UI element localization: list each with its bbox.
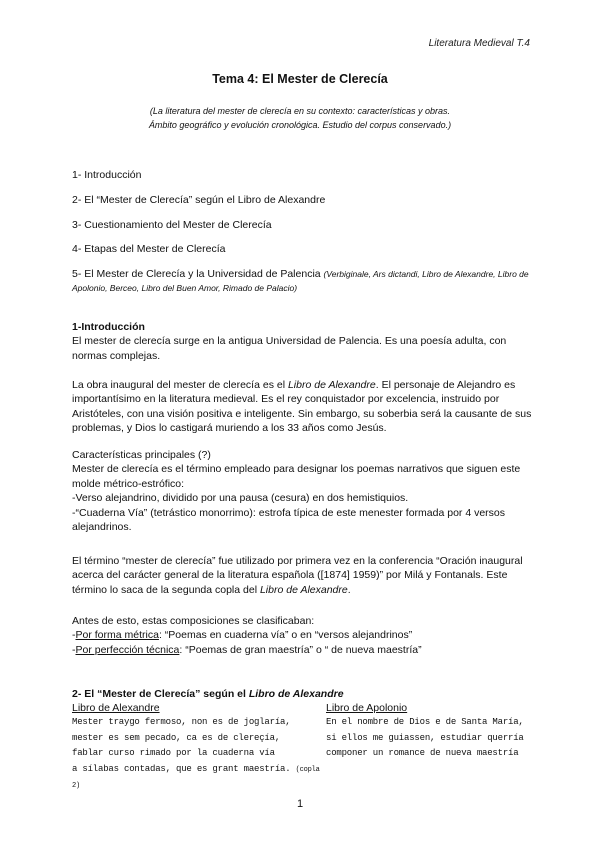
quote-left-column xyxy=(72,701,322,795)
toc-item-1: 1- Introducción xyxy=(72,169,142,181)
toc-item-5-label: 5- El Mester de Clerecía y la Universidad de Palencia xyxy=(72,268,321,280)
section-2-heading xyxy=(72,687,532,701)
classification-technical-text: : “Poemas de gran maestría” o “ de nueva maestría” xyxy=(179,643,422,656)
section-1-paragraph-4 xyxy=(72,554,532,597)
subtitle-line-2: Ámbito geográfico y evolución cronológica. Estudio del corpus conservado.) xyxy=(148,120,452,130)
section-2-heading-book: Libro de Alexandre xyxy=(248,688,344,700)
quote-left-line-4: a sílabas contadas, que es grant maestría. xyxy=(72,763,291,774)
quote-left-line-3: fablar curso rimado por la cuaderna vía xyxy=(72,748,275,759)
running-header: Literatura Medieval T.4 xyxy=(428,38,530,49)
classification-technical-label: Por perfección técnica xyxy=(75,643,180,656)
quote-right-line-1: En el nombre de Dios e de Santa María, xyxy=(326,717,524,728)
document-title: Tema 4: El Mester de Clerecía xyxy=(212,72,388,86)
paragraph-4-book-title: Libro de Alexandre xyxy=(259,583,348,596)
document-subtitle xyxy=(60,104,540,132)
toc-item-5-note: (Verbiginale, Ars dictandi, Libro de Alexandre, Libro de Apolonio, Berceo, Libro del Buen Amor, Rimado de Palacio) xyxy=(72,269,529,293)
characteristics-cuaderna-via: -“Cuaderna Vía” (tetrástico monorrimo): estrofa típica de este menester formada por 4 versos alejandrinos. xyxy=(72,506,506,534)
quote-left-line-2: mester es sem pecado, ca es de clereçía, xyxy=(72,732,281,743)
paragraph-2-text-b: . El personaje de Alejandro es importantísimo en la literatura medieval. Es el rey conquistador por excelencia, instruido por Aristóteles, con una visión positiva e inteligente. Sin embargo, su soberbia será la causante de sus problemas, y Dios lo castigará muriendo a los 33 años como Jesús. xyxy=(72,379,532,435)
characteristics-verse: -Verso alejandrino, dividido por una pausa (cesura) en dos hemistiquios. xyxy=(72,492,409,505)
paragraph-2-text-a: La obra inaugural del mester de clerecía es el xyxy=(72,379,288,391)
quote-right-line-3: componer un romance de nueva maestría xyxy=(326,748,519,759)
characteristics-label: Características principales (?) xyxy=(72,449,211,461)
classification-metric-label: Por forma métrica xyxy=(75,629,159,642)
section-1-paragraph-5 xyxy=(72,614,532,657)
section-2-heading-text: 2- El “Mester de Clerecía” según el xyxy=(72,688,249,700)
classification-intro: Antes de esto, estas composiciones se clasificaban: xyxy=(72,615,315,627)
section-1 xyxy=(72,320,532,363)
section-1-paragraph-1: El mester de clerecía surge en la antigua Universidad de Palencia. Es una poesía adulta, con normas complejas. xyxy=(72,335,507,362)
page-number: 1 xyxy=(296,798,304,810)
toc-item-3: 3- Cuestionamiento del Mester de Clerecía xyxy=(72,219,272,231)
classification-metric-text: : “Poemas en cuaderna vía” o en “versos alejandrinos” xyxy=(158,629,413,642)
copla-note: (copla 2) xyxy=(72,765,320,791)
quote-right-line-2: si ellos me guiassen, estudiar querría xyxy=(326,732,524,743)
characteristics-definition: Mester de clerecía es el término empleado para designar los poemas narrativos que siguen este molde métrico-estrófico: xyxy=(72,463,521,490)
paragraph-2-book-title: Libro de Alexandre xyxy=(287,379,376,391)
paragraph-4-text-a: El término “mester de clerecía” fue utilizado por primera vez en la conferencia “Oración inaugural acerca del carácter general de la literatura española ([1874] 1959)” por Milá y Fontanals. Este término lo saca de la segunda copla del xyxy=(72,555,523,596)
toc-item-5 xyxy=(72,267,532,295)
paragraph-4-text-b: . xyxy=(347,583,351,596)
classification-metric: -Por forma métrica: “Poemas en cuaderna vía” o en “versos alejandrinos” xyxy=(72,629,413,642)
quote-left-line-1: Mester traygo fermoso, non es de joglaría, xyxy=(72,717,291,728)
section-1-heading: 1-Introducción xyxy=(72,321,145,333)
subtitle-line-1: (La literatura del mester de clerecía en su contexto: características y obras. xyxy=(149,106,451,116)
quote-right-column xyxy=(326,701,546,762)
toc-item-2: 2- El “Mester de Clerecía” según el Libro de Alexandre xyxy=(72,194,326,206)
section-1-paragraph-2 xyxy=(72,378,532,436)
quote-right-title: Libro de Apolonio xyxy=(326,702,408,714)
toc-item-4: 4- Etapas del Mester de Clerecía xyxy=(72,243,226,255)
quote-left-title: Libro de Alexandre xyxy=(72,702,160,714)
section-1-paragraph-3 xyxy=(72,448,532,534)
quote-left-line-4-row xyxy=(72,762,322,795)
classification-technical: -Por perfección técnica: “Poemas de gran maestría” o “ de nueva maestría” xyxy=(72,643,422,656)
